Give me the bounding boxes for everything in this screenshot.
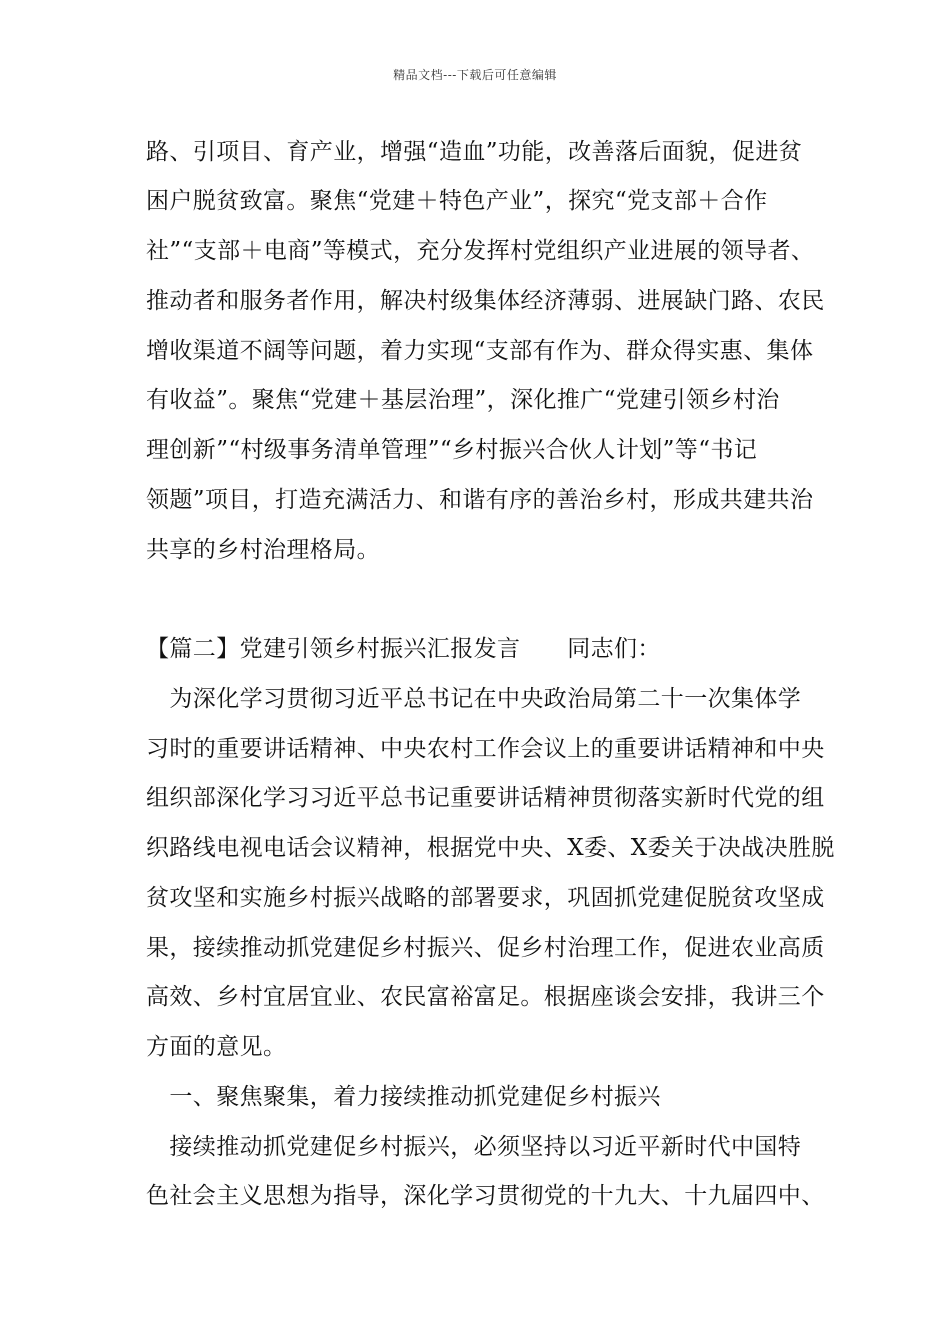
text-line: 织路线电视电话会议精神，根据党中央、X委、X委关于决战决胜脱 [146,835,835,861]
text-line: 增收渠道不阔等问题，着力实现“支部有作为、群众得实惠、集体 [146,338,814,364]
text-line: 领题”项目，打造充满活力、和谐有序的善治乡村，形成共建共治 [146,487,814,513]
text-line: 推动者和服务者作用，解决村级集体经济薄弱、进展缺门路、农民 [146,288,825,314]
text-line: 社”“支部＋电商”等模式，充分发挥村党组织产业进展的领导者、 [146,238,815,264]
text-line: 接续推动抓党建促乡村振兴，必须坚持以习近平新时代中国特 [146,1134,802,1160]
text-line: 习时的重要讲话精神、中央农村工作会议上的重要讲话精神和中央 [146,736,825,762]
text-line: 路、引项目、育产业，增强“造血”功能，改善落后面貌，促进贫 [146,139,803,165]
section-heading: 【篇二】党建引领乡村振兴汇报发言 同志们： [146,636,661,662]
text-line: 有收益”。聚焦“党建＋基层治理”，深化推广“党建引领乡村治 [146,387,780,413]
text-line: 困户脱贫致富。聚焦“党建＋特色产业”，探究“党支部＋合作 [146,188,768,214]
text-line: 色社会主义思想为指导，深化学习贯彻党的十九大、十九届四中、 [146,1183,825,1209]
text-line: 组织部深化学习习近平总书记重要讲话精神贯彻落实新时代党的组 [146,785,825,811]
page-header: 精品文档---下载后可任意编辑 [393,68,557,82]
subheading: 一、聚焦聚集，着力接续推动抓党建促乡村振兴 [146,1084,661,1110]
text-line: 贫攻坚和实施乡村振兴战略的部署要求，巩固抓党建促脱贫攻坚成 [146,885,825,911]
text-line: 为深化学习贯彻习近平总书记在中央政治局第二十一次集体学 [146,686,802,712]
text-line: 高效、乡村宜居宜业、农民富裕富足。根据座谈会安排，我讲三个 [146,984,825,1010]
text-line: 果，接续推动抓党建促乡村振兴、促乡村治理工作，促进农业高质 [146,935,825,961]
text-line: 方面的意见。 [146,1034,287,1060]
text-line: 共享的乡村治理格局。 [146,537,380,563]
text-line: 理创新”“村级事务清单管理”“乡村振兴合伙人计划”等“书记 [146,437,758,463]
